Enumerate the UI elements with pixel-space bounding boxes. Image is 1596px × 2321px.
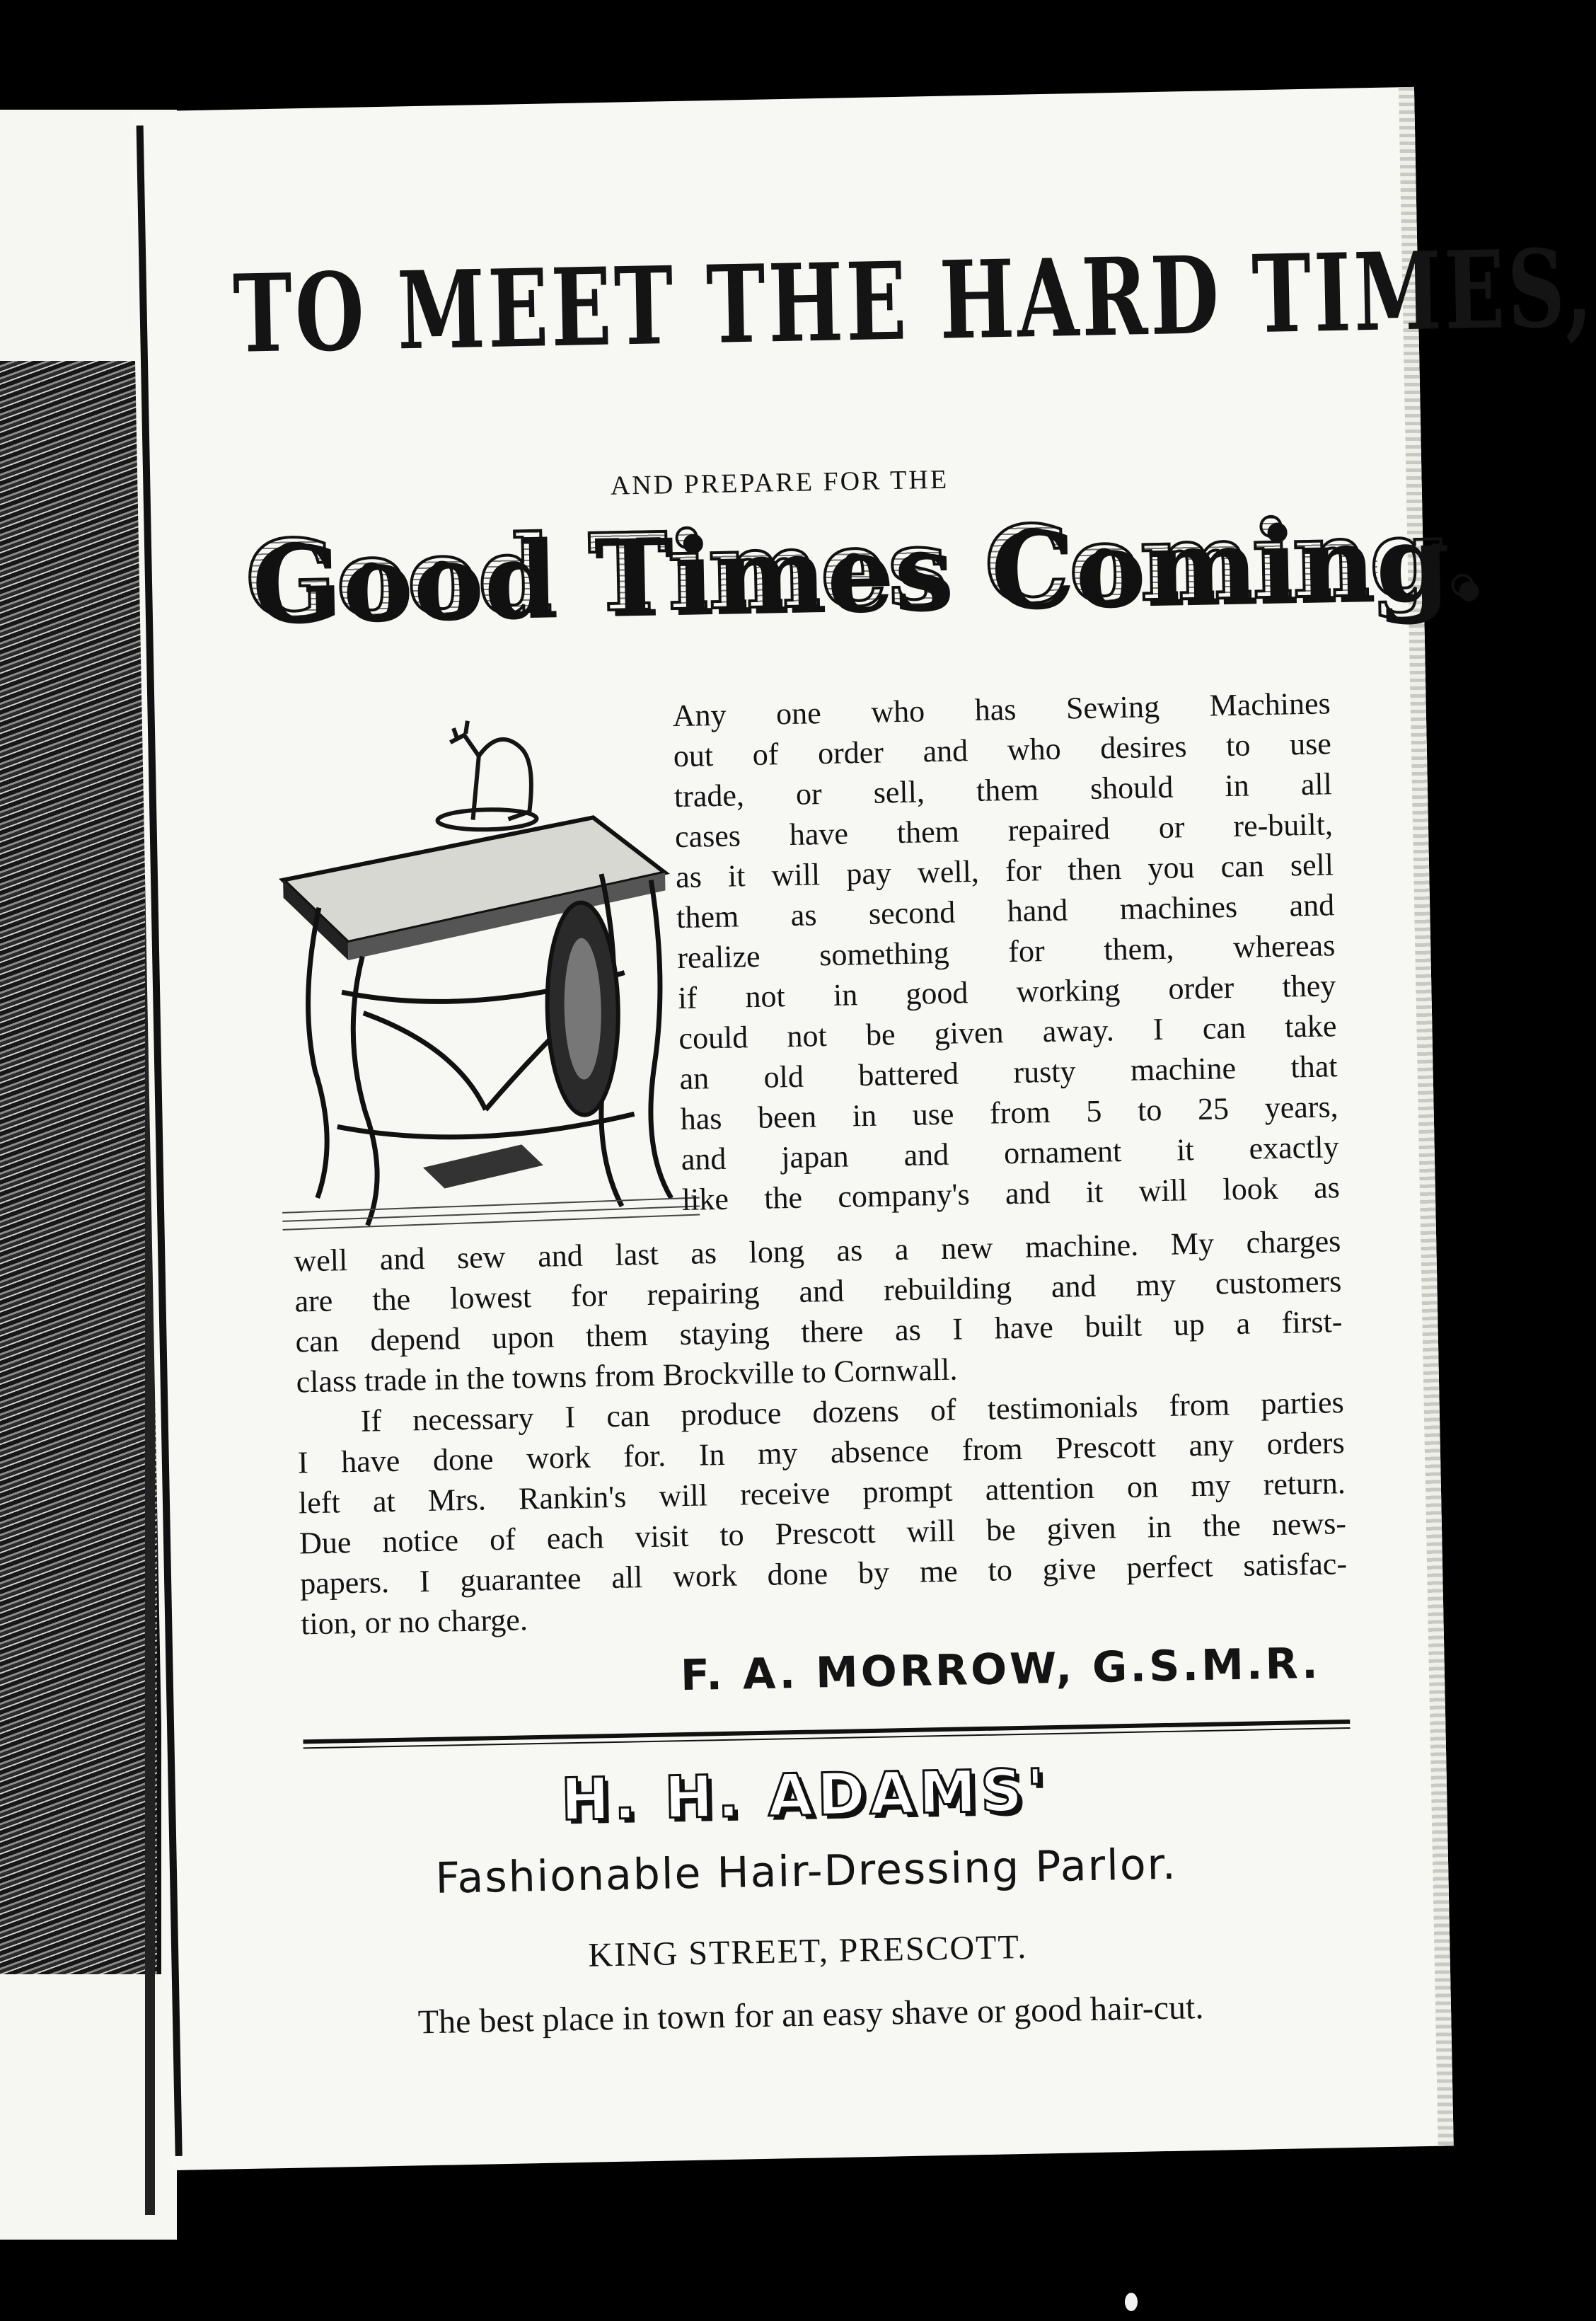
text-line: an old battered rusty machine that [679, 1049, 1338, 1097]
intro-paragraph [672, 683, 1340, 1220]
text-line: If necessary I can produce dozens of testimonials from parties [360, 1385, 1345, 1439]
sewing-machine-illustration [266, 709, 715, 1241]
text-line: Due notice of each visit to Prescott will be given in the news- [299, 1506, 1347, 1561]
text-line: realize something for them, whereas [676, 928, 1336, 976]
text-line: cases have them repaired or re-built, [674, 807, 1334, 855]
text-line: as it will pay well, for then you can sell [675, 847, 1334, 895]
text-line: left at Mrs. Rankin's will receive prompt attention on my return. [298, 1465, 1346, 1521]
text-line: has been in use from 5 to 25 years, [680, 1089, 1339, 1137]
advertisement-page [130, 87, 1596, 2170]
text-line: are the lowest for repairing and rebuilding and my customers [294, 1264, 1342, 1319]
headline: TO MEET THE HARD TIMES, [232, 226, 1596, 378]
text-line: if not in good working order they [677, 968, 1336, 1016]
text-line: Any one who has Sewing Machines [672, 686, 1331, 734]
business-type: Fashionable Hair-Dressing Parlor. [434, 1839, 1178, 1904]
text-line: and japan and ornament it exactly [681, 1129, 1340, 1177]
business-address: KING STREET, PRESCOTT. [587, 1928, 1028, 1974]
text-line: trade, or sell, them should in all [673, 766, 1333, 814]
text-line: out of order and who desires to use [673, 726, 1332, 774]
text-line: well and sew and last as long as a new machine. My charges [293, 1223, 1341, 1279]
display-heading: Good Times Coming. [244, 494, 1482, 643]
text-line: papers. I guarantee all work done by me to give perfect satisfac- [299, 1546, 1348, 1601]
signature: F. A. MORROW, G.S.M.R. [680, 1638, 1322, 1701]
text-line: class trade in the towns from Brockville to Cornwall. [296, 1352, 958, 1400]
text-line: can depend upon them staying there as I have built up a first- [295, 1304, 1343, 1359]
subhead: AND PREPARE FOR THE [610, 464, 949, 501]
text-line: I have done work for. In my absence from Prescott any orders [297, 1425, 1346, 1480]
body-paragraph [294, 1221, 1348, 1644]
left-page-engraving [0, 361, 161, 1974]
business-tagline: The best place in town for an easy shave or good hair-cut. [417, 1988, 1204, 2041]
paper-speck [1125, 2293, 1138, 2311]
text-line: could not be given away. I can take [678, 1008, 1337, 1056]
text-line: tion, or no charge. [300, 1602, 528, 1642]
business-name: H. H. ADAMS' [560, 1757, 1050, 1834]
text-line: like the company's and it will look as [681, 1170, 1341, 1218]
text-line: them as second hand machines and [676, 887, 1335, 935]
